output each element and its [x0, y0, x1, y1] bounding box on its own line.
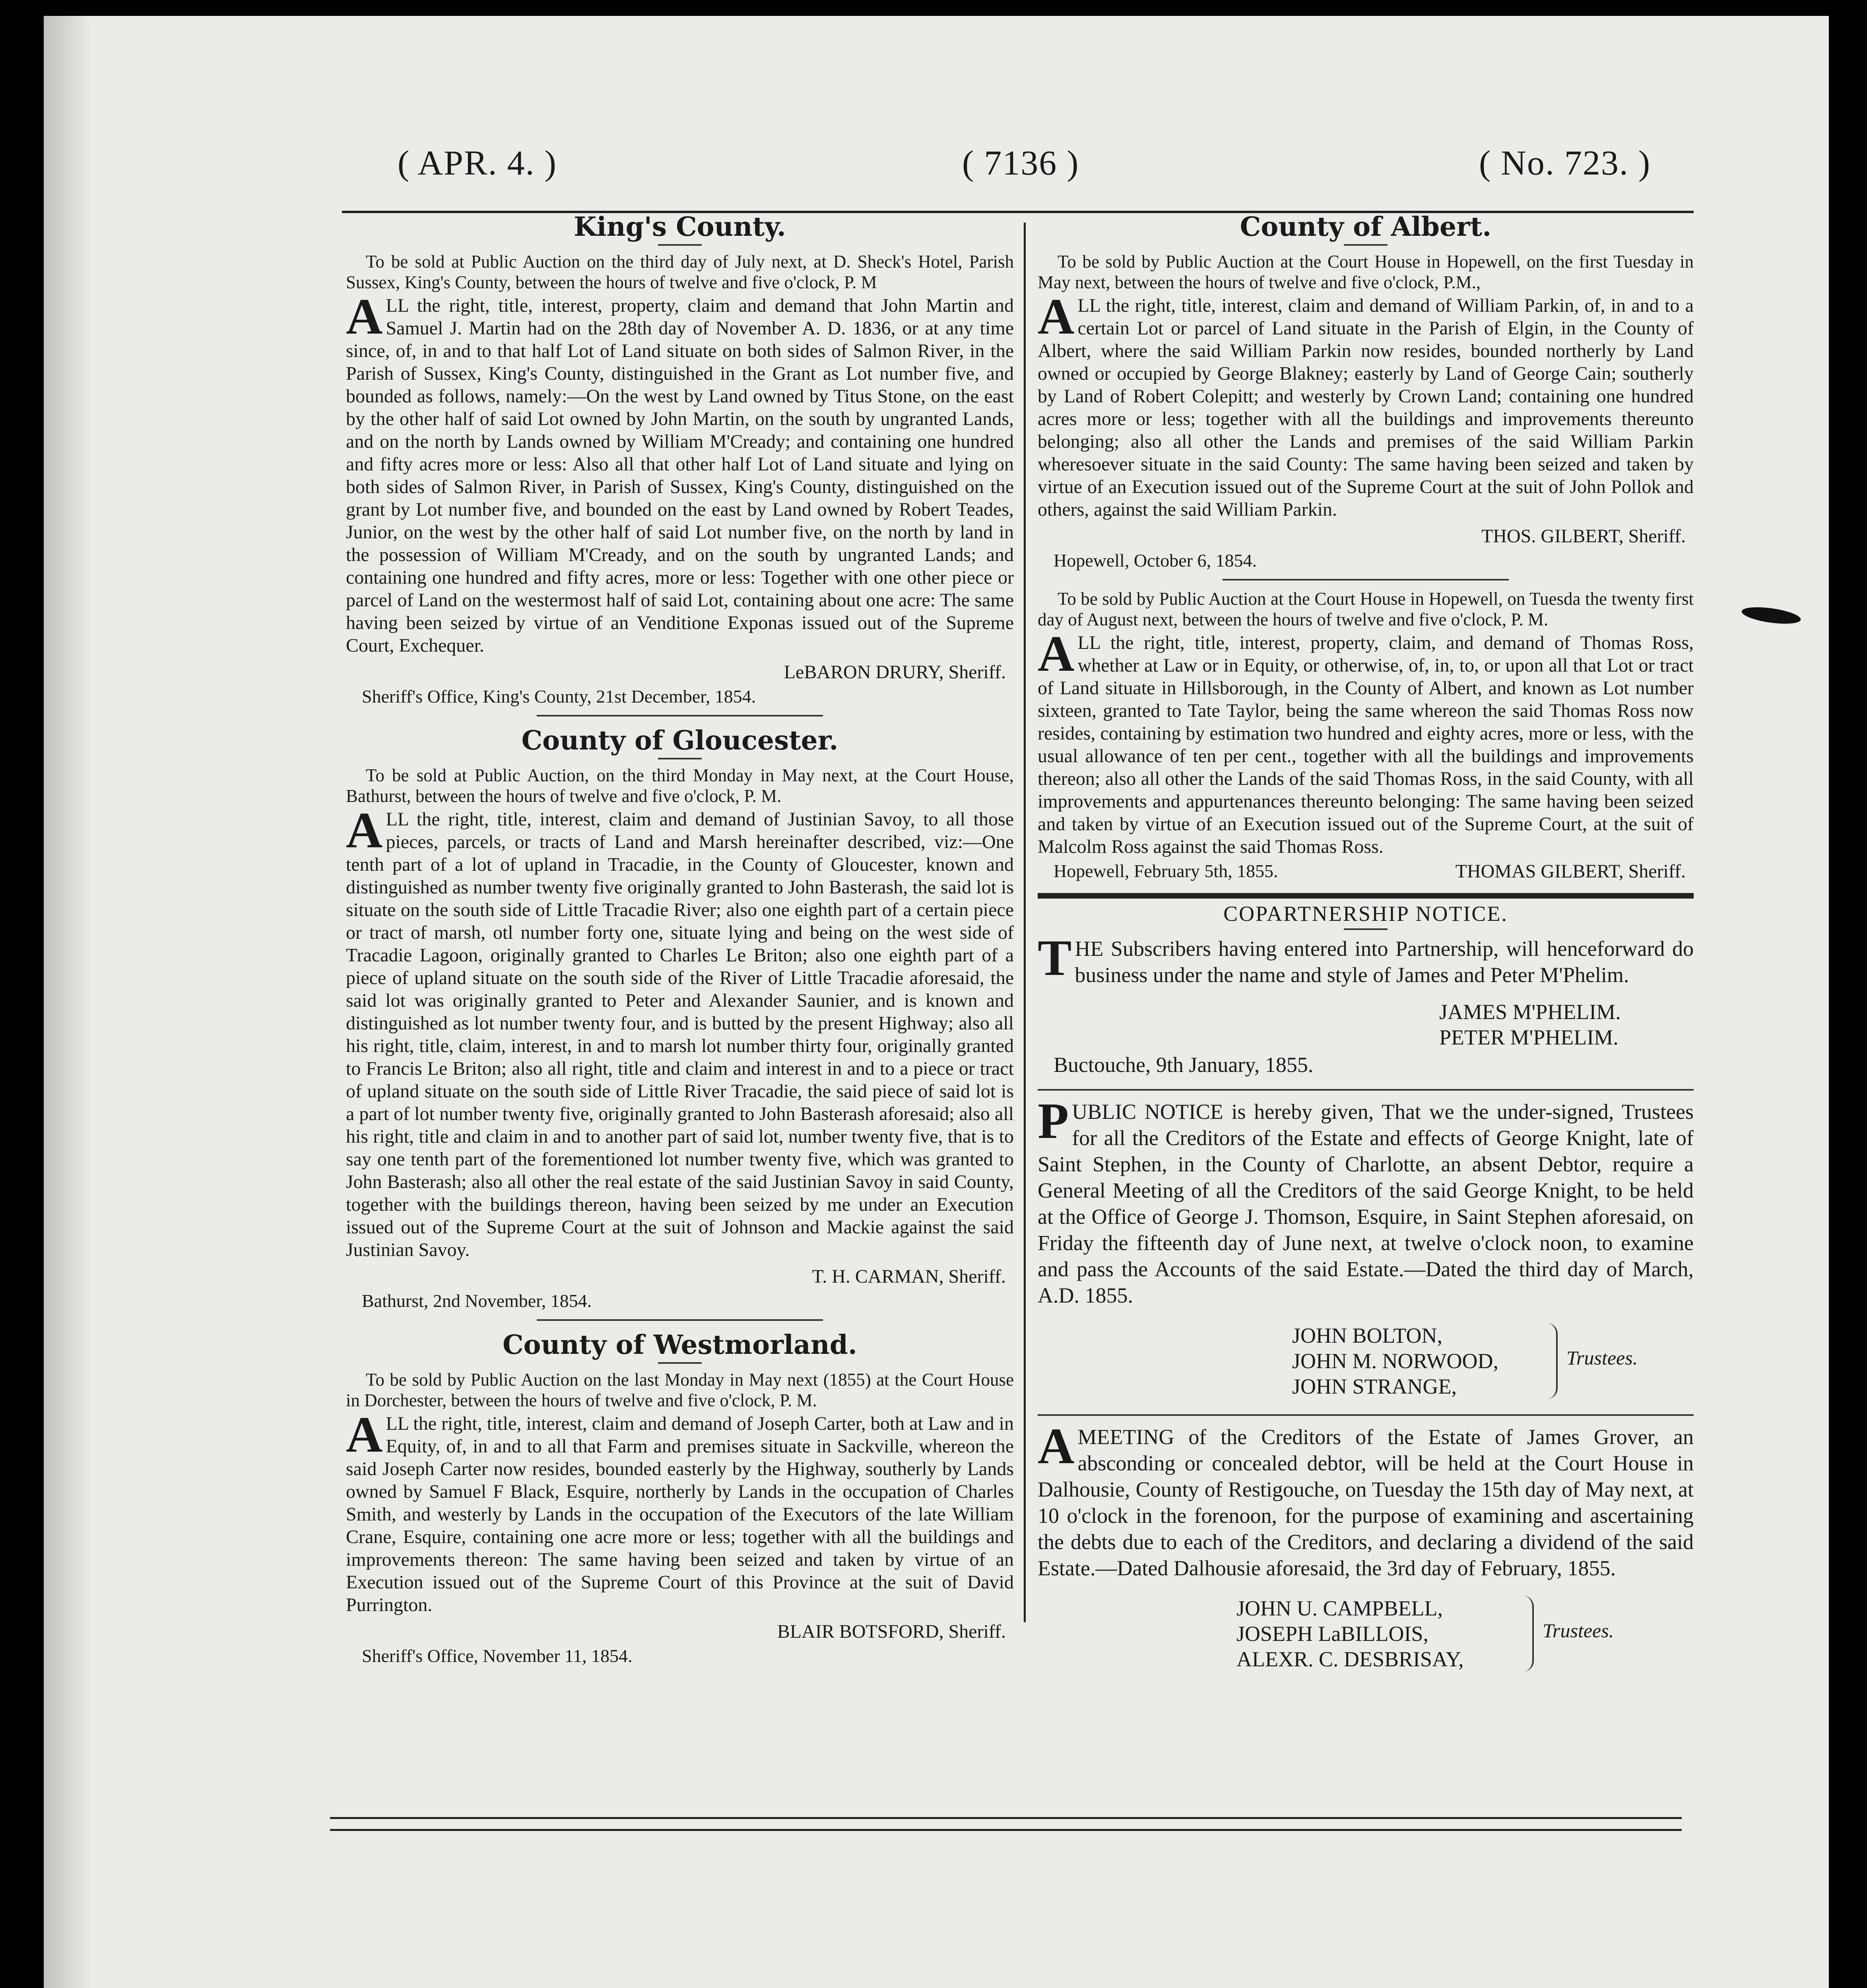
trustees-label: Trustees. [1566, 1347, 1638, 1369]
title-rule [1344, 928, 1388, 930]
issue-date: ( APR. 4. ) [398, 144, 557, 182]
kings-county-date: Sheriff's Office, King's County, 21st December, 1854. [362, 686, 756, 707]
westmorland-date: Sheriff's Office, November 11, 1854. [362, 1646, 633, 1666]
brace [1523, 1596, 1534, 1672]
gloucester-lead: To be sold at Public Auction, on the third Monday in May next, at the Court House, Bathurst, between the hours of twelve and five o'clock, P. M. [346, 765, 1014, 806]
left-column [346, 207, 1014, 1667]
westmorland-title: County of Westmorland. [503, 1329, 857, 1360]
gloucester-body: ALL the right, title, interest, claim and demand of Justinian Savoy, to all those pieces, parcels, or tracts of Land and Marsh hereinafter described, viz:—One tenth part of a lot of upland in Tracadie, in the County of Gloucester, known and distinguished as number twenty five originally granted to John Basterash, the said lot is situate on the south side of Little Tracadie River; also one eighth part of a certain piece or tract of marsh, otl number forty one, situate lying and being on the west side of Tracadie Lagoon, originally granted to Charles Le Briton; also one eighth part of a piece of upland situate on the south side of the River of Little Tracadie aforesaid, the said lot was originally granted to Peter and Alexander Saunier, and is known and distinguished as lot number twenty four, and is butted by the present Highway; also all his right, title, claim, interest, in and to marsh lot number thirty four, originally granted to Francis Le Briton; also all right, title and claim and interest in and to a piece or tract of upland situate on the south side of Little River Tracadie, the said piece of said lot is a part of lot number twenty five, originally granted to John Basterash aforesaid; also all his right, title and claim in and to another part of said lot, number twenty five, that is to say one tenth part of the forementioned lot number twenty five, which was granted to John Basterash; also all other the real estate of the said Justinian Savoy in said County, together with the buildings thereon, having been seized by me under an Execution issued out of the Supreme Court at the suit of Johnson and Mackie against the said Justinian Savoy. [346, 802, 1014, 1260]
westmorland-lead: To be sold by Public Auction on the last Monday in May next (1855) at the Court House in Dorchester, between the hours of twelve and five o'clock, P. M. [346, 1370, 1014, 1410]
kings-county-title: King's County. [574, 211, 786, 242]
double-rule [1038, 893, 1694, 899]
albert-lead-2: To be sold by Public Auction at the Court House in Hopewell, on Tuesda the twenty first day of August next, between the hours of twelve and five o'clock, P. M. [1038, 589, 1694, 629]
copartnership-title: COPARTNERSHIP NOTICE. [1223, 902, 1508, 926]
section-separator [1038, 1089, 1694, 1091]
section-separator [1038, 1414, 1694, 1416]
title-rule [658, 758, 702, 759]
title-rule [658, 244, 702, 246]
section-separator [1223, 579, 1509, 580]
westmorland-signature: BLAIR BOTSFORD, Sheriff. [777, 1621, 1006, 1642]
trustee-name: JOHN M. NORWOOD, [1292, 1349, 1499, 1373]
albert-date-1: Hopewell, October 6, 1854. [1054, 550, 1257, 571]
albert-lead-1: To be sold by Public Auction at the Court House in Hopewell, on the first Tuesday in May next, between the hours of twelve and five o'clock, P.M., [1038, 252, 1694, 292]
gloucester-signature: T. H. CARMAN, Sheriff. [812, 1266, 1006, 1287]
albert-signature-2: THOMAS GILBERT, Sheriff. [1455, 861, 1686, 882]
copartnership-body: THE Subscribers having entered into Partnership, will henceforward do business under the name and style of James and Peter M'Phelim. [1038, 930, 1694, 987]
albert-title: County of Albert. [1240, 211, 1492, 242]
page-number: ( 7136 ) [962, 144, 1079, 182]
partner-name-2: PETER M'PHELIM. [1439, 1025, 1619, 1049]
right-column [1038, 207, 1694, 1687]
title-rule [658, 1362, 702, 1364]
kings-county-lead: To be sold at Public Auction on the third day of July next, at D. Sheck's Hotel, Parish Sussex, King's County, between the hours of twelve and five o'clock, P. M [346, 252, 1014, 292]
copartnership-names [1439, 999, 1694, 1050]
westmorland-body: ALL the right, title, interest, claim and demand of Joseph Carter, both at Law and in Equity, of, in and to all that Farm and premises situate in Sackville, whereon the said Joseph Carter now resides, bounded easterly by the Highway, southerly by Lands owned by Samuel F Black, Esquire, northerly by Lands in the occupation of Charles Smith, and westerly by Lands in the occupation of the Executors of the late William Crane, Esquire, containing one acre more or less; together with all the buildings and improvements thereon: The same having been seized and taken by virtue of an Execution issued out of the Supreme Court of this Province at the suit of David Purrington. [346, 1406, 1014, 1615]
trustee-name: ALEXR. C. DESBRISAY, [1236, 1647, 1464, 1671]
public-notice-body: PUBLIC NOTICE is hereby given, That we the under-signed, Trustees for all the Creditors of the Estate and effects of George Knight, late of Saint Stephen, in the County of Charlotte, an absent Debtor, require a General Meeting of all the Creditors of the said George Knight, to be held at the Office of George J. Thomson, Esquire, in Saint Stephen aforesaid, on Friday the fifteenth day of June next, at twelve o'clock noon, to examine and pass the Accounts of the said Estate.—Dated the third day of March, A.D. 1855. [1038, 1093, 1694, 1307]
bottom-rule-2 [330, 1829, 1682, 1831]
trustees-label: Trustees. [1543, 1619, 1614, 1642]
partner-name-1: JAMES M'PHELIM. [1439, 1000, 1621, 1024]
copartnership-date: Buctouche, 9th January, 1855. [1054, 1053, 1314, 1077]
bottom-rule-1 [330, 1817, 1682, 1819]
meeting-notice-body: AMEETING of the Creditors of the Estate of James Grover, an absconding or concealed debtor, will be held at the Court House in Dalhousie, County of Restigouche, on Tuesday the 15th day of May next, at 10 o'clock in the forenoon, for the purpose of examining and ascertaining the debts due to each of the Creditors, and declaring a dividend of the said Estate.—Dated Dalhousie aforesaid, the 3rd day of February, 1855. [1038, 1418, 1694, 1580]
section-separator [537, 1319, 823, 1321]
gloucester-title: County of Gloucester. [521, 725, 838, 756]
meeting-notice-trustees [1236, 1596, 1694, 1687]
issue-number: ( No. 723. ) [1479, 144, 1651, 182]
trustee-name: JOHN BOLTON, [1292, 1324, 1443, 1347]
trustee-name: JOSEPH LaBILLOIS, [1236, 1622, 1428, 1646]
albert-date-2: Hopewell, February 5th, 1855. [1054, 861, 1278, 881]
trustee-name: JOHN U. CAMPBELL, [1236, 1596, 1443, 1620]
title-rule [1344, 244, 1388, 246]
kings-county-body: ALL the right, title, interest, property, claim and demand that John Martin and Samuel J. Martin had on the 28th day of November A. D. 1836, or at any time since, of, in and to that half Lot of Land situate on both sides of Salmon River, in the Parish of Sussex, King's County, distinguished in the Grant as Lot number five, and bounded as follows, namely:—On the west by Land owned by Titus Stone, on the east by the other half of said Lot owned by John Martin, on the south by ungranted Lands, and on the north by Lands owned by William M'Cready; and containing one hundred and fifty acres more or less: Also all that other half Lot of Land situate and lying on both sides of Salmon River, in Parish of Sussex, King's County, distinguished on the grant by Lot number five, and bounded on the east by Land owned by Robert Teades, Junior, on the west by the other half of said Lot number five, on the north by land in the possession of William M'Cready, and on the south by ungranted Lands; and containing one hundred and fifty acres, more or less: Together with one other piece or parcel of Land on the westermost half of said Lot, containing about one acre: The same having been seized by virtue of an Venditione Exponas issued out of the Supreme Court, Exchequer. [346, 288, 1014, 656]
kings-county-signature: LeBARON DRURY, Sheriff. [784, 662, 1006, 683]
albert-body-2: ALL the right, title, interest, property, claim, and demand of Thomas Ross, whether at Law or in Equity, or otherwise, of, in, to, or upon all that Lot or tract of Land situate in Hillsborough, in the County of Albert, and known as Lot number sixteen, granted to Tate Taylor, being the same whereon the said Thomas Ross now resides, containing by estimation two hundred and eighty acres, more or less, with the usual allowance of ten per cent., together with all the buildings and improvements thereon; also all other the Lands of the said Thomas Ross, in the said County, with all improvements and appurtenances thereunto belonging: The same having been seized and taken by virtue of an Execution issued out of the Supreme Court, at the suit of Malcolm Ross against the said Thomas Ross. [1038, 625, 1694, 857]
gloucester-date: Bathurst, 2nd November, 1854. [362, 1291, 592, 1311]
brace [1547, 1323, 1558, 1399]
albert-body-1: ALL the right, title, interest, claim and demand of William Parkin, of, in and to a certain Lot or parcel of Land situate in the Parish of Elgin, in the County of Albert, where the said William Parkin now resides, bounded northerly by Land owned or occupied by George Blakney; easterly by Land of George Cain; southerly by Land of Robert Colepitt; and westerly by Crown Land; containing one hundred acres more or less; together with all the buildings and improvements thereunto belonging; also all other the Lands and premises of the said William Parkin wheresoever situate in the said County: The same having been seized and taken by virtue of an Execution issued out of the Supreme Court at the suit of John Pollok and others, against the said William Parkin. [1038, 288, 1694, 520]
public-notice-trustees [1292, 1323, 1694, 1414]
column-divider [1024, 223, 1026, 1622]
trustee-name: JOHN STRANGE, [1292, 1375, 1457, 1398]
albert-signature-1: THOS. GILBERT, Sheriff. [1481, 526, 1686, 547]
page-shadow [44, 16, 91, 1988]
section-separator [537, 715, 823, 716]
